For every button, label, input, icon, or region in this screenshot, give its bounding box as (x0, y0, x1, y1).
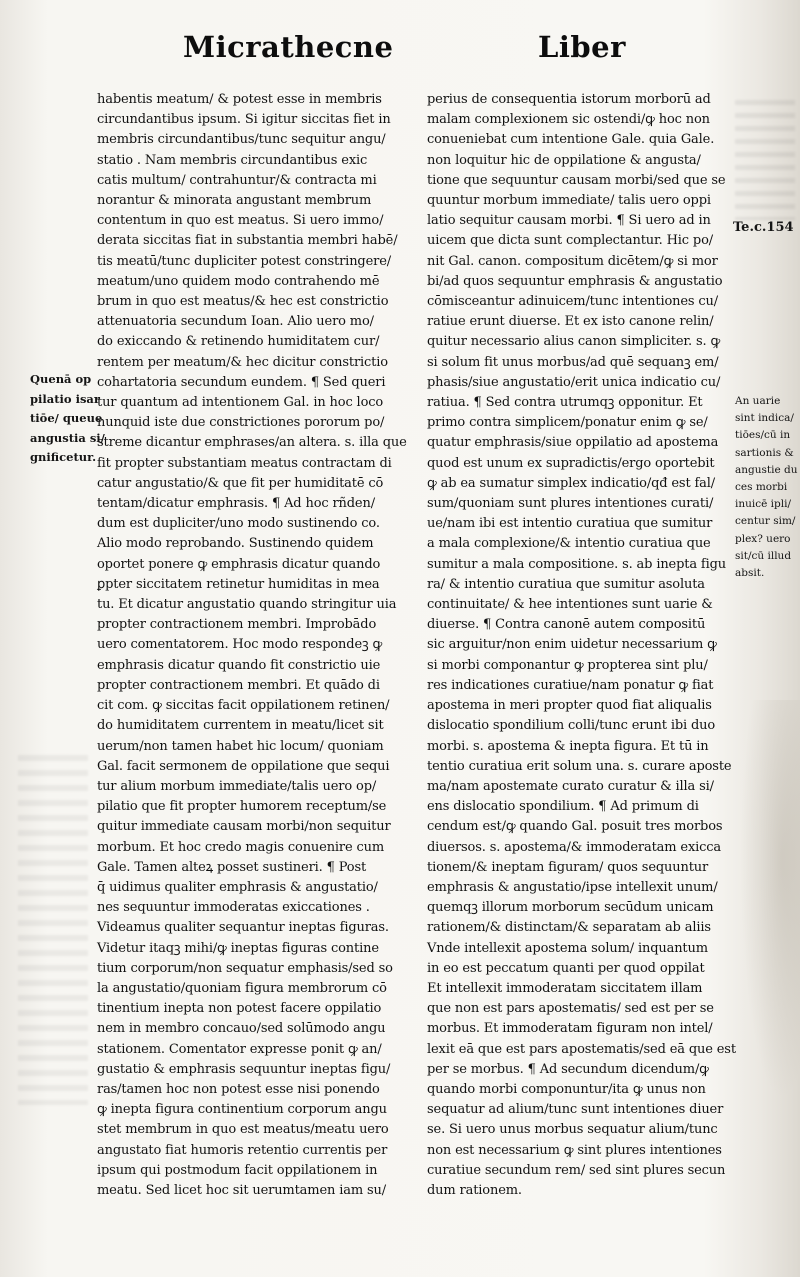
text-line: morbi. s. apostema & inepta figura. Et tū in (427, 738, 709, 754)
text-line: bi/ad quos sequuntur emphrasis & angustatio (427, 273, 723, 289)
left-text-column (97, 90, 415, 1198)
text-line: Gale. Tamen alteꝝ posset sustineri. ¶ Post (97, 859, 367, 875)
text-line: quitur immediate causam morbi/non sequitur (97, 819, 391, 835)
text-line: catur angustatio/& que fit per humiditatē cō (97, 475, 384, 491)
text-line: cōmisceantur adinuicem/tunc intentiones cu/ (427, 294, 718, 310)
text-line: contentum in quo est meatus. Si uero immo/ (97, 213, 384, 229)
text-line: uicem que dicta sunt complectantur. Hic po/ (427, 233, 713, 249)
margin-note-line: sartionis & (735, 446, 794, 459)
margin-note-line: Quenā op (30, 372, 92, 386)
text-line: tis meatū/tunc dupliciter potest constringere/ (97, 253, 391, 269)
text-line: meatu. Sed licet hoc sit uerumtamen iam su/ (97, 1182, 386, 1198)
text-line: dislocatio spondilium colli/tunc erunt ibi duo (427, 718, 716, 734)
text-line: statio . Nam membris circundantibus exic (97, 152, 368, 168)
margin-note-line: sint indica/ (735, 412, 794, 425)
text-line: per se morbus. ¶ Ad secundum dicendum/ꝙ (427, 1061, 709, 1077)
text-line: circundantibus ipsum. Si igitur siccitas fiet in (97, 112, 391, 128)
text-line: tione que sequuntur causam morbi/sed que se (427, 172, 726, 188)
text-line: sic arguitur/non enim uidetur necessarium ꝙ (427, 637, 717, 653)
text-line: ꝑpter siccitatem retinetur humiditas in mea (97, 576, 380, 592)
text-line: meatum/uno quidem modo contrahendo mē (97, 273, 380, 289)
text-line: ꝙ ab ea sumatur simplex indicatio/qđ est fal/ (427, 475, 716, 491)
text-line: ma/nam apostemate curato curatur & illa si/ (427, 778, 714, 794)
margin-note-line: inuicē ipli/ (735, 498, 792, 511)
text-line: sumitur a mala compositione. s. ab inepta figu (427, 556, 726, 572)
text-line: Videtur itaqꝫ mihi/ꝙ ineptas figuras contine (97, 940, 379, 956)
text-line: Vnde intellexit apostema solum/ inquantum (427, 940, 708, 956)
margin-note-line: gnificetur. (30, 450, 97, 464)
text-line: res indicationes curatiue/nam ponatur ꝙ fiat (427, 677, 714, 693)
text-line: tinentium inepta non potest facere oppilatio (97, 1001, 382, 1017)
text-line: phasis/siue angustatio/erit unica indicatio cu/ (427, 374, 721, 390)
text-line: brum in quo est meatus/& hec est constrictio (97, 294, 389, 310)
text-line: oportet ponere ꝙ emphrasis dicatur quando (97, 556, 381, 572)
margin-note-line: ces morbi (735, 481, 788, 494)
text-line: dum rationem. (427, 1182, 522, 1198)
text-line: norantur & minorata angustant membrum (97, 193, 372, 209)
text-line: tionem/& ineptam figuram/ quos sequuntur (427, 859, 709, 875)
text-line: sum/quoniam sunt plures intentiones curati/ (427, 496, 714, 512)
text-line: stationem. Comentator expresse ponit ꝙ an/ (97, 1041, 382, 1057)
text-line: latio sequitur causam morbi. ¶ Si uero ad in (427, 213, 711, 229)
text-line: non loquitur hic de oppilatione & angusta/ (427, 152, 701, 168)
text-line: Gal. facit sermonem de oppilatione que sequi (97, 758, 390, 774)
text-line: habentis meatum/ & potest esse in membris (97, 92, 382, 107)
margin-note-line: tiōe/ queue (30, 411, 103, 425)
text-line: conueniebat cum intentione Gale. quia Gale. (427, 132, 715, 148)
text-line: apostema in meri propter quod fiat aliqualis (427, 698, 712, 714)
text-line: cendum est/ꝙ quando Gal. posuit tres morbos (427, 819, 723, 835)
margin-note-line: angustia si/ (30, 430, 105, 445)
text-line: dum est dupliciter/uno modo sustinendo co. (97, 516, 380, 532)
text-line: propter contractionem membri. Improbādo (97, 617, 377, 633)
text-line: nes sequuntur immoderatas exiccationes . (97, 900, 370, 916)
text-line: membris circundantibus/tunc sequitur angu/ (97, 132, 386, 148)
right-margin-reference: Te.c.154 (733, 220, 794, 235)
text-line: sequatur ad alium/tunc sunt intentiones diuer (427, 1102, 724, 1118)
margin-note-line: absit. (735, 567, 765, 580)
margin-note-line: plex? uero (735, 532, 791, 545)
right-margin-gloss (735, 393, 798, 582)
text-line: Alio modo reprobando. Sustinendo quidem (97, 536, 374, 552)
text-line: ra/ & intentio curatiua que sumitur asoluta (427, 576, 705, 592)
text-line: ratiua. ¶ Sed contra utrumqꝫ opponitur. Et (427, 395, 703, 411)
text-line: do humiditatem currentem in meatu/licet sit (97, 718, 384, 734)
text-line: tentio curatiua erit solum una. s. curare aposte (427, 758, 732, 774)
text-line: fit propter substantiam meatus contractam di (97, 455, 392, 471)
text-line: emphrasis & angustatio/ipse intellexit unum/ (427, 879, 718, 895)
text-line: ꝙ inepta figura continentium corporum angu (97, 1102, 387, 1118)
text-line: tur quantum ad intentionem Gal. in hoc loco (97, 395, 384, 411)
right-text-column (427, 90, 743, 1198)
text-line: quatur emphrasis/siue oppilatio ad apostema (427, 435, 719, 451)
text-line: do exiccando & retinendo humiditatem cur/ (97, 334, 380, 350)
text-line: tur alium morbum immediate/talis uero op/ (97, 778, 377, 794)
text-line: tium corporum/non sequatur emphasis/sed so (97, 960, 393, 976)
text-line: a mala complexione/& intentio curatiua que (427, 536, 711, 552)
text-line: nunquid iste due constrictiones pororum po/ (97, 415, 385, 431)
text-line: uerum/non tamen habet hic locum/ quoniam (97, 738, 384, 754)
text-line: Videamus qualiter sequantur ineptas figuras. (97, 920, 389, 936)
text-line: quuntur morbum immediate/ talis uero oppi (427, 193, 711, 209)
text-line: ipsum qui postmodum facit oppilationem in (97, 1162, 378, 1178)
text-line: continuitate/ & hee intentiones sunt uarie & (427, 597, 713, 613)
running-head-right: Liber (538, 30, 626, 64)
text-line: diuersos. s. apostema/& immoderatam exicca (427, 839, 722, 855)
running-head-left: Micrathecne (183, 30, 394, 64)
margin-note-line: pilatio isar (30, 391, 100, 406)
show-through-text-left (18, 755, 88, 1105)
text-line: in eo est peccatum quanti per quod oppilat (427, 960, 705, 976)
text-line: uero comentatorem. Hoc modo respondeꝫ ꝙ (97, 637, 383, 653)
text-line: ue/nam ibi est intentio curatiua que sumitur (427, 516, 713, 532)
margin-note-line: angustie du (735, 463, 798, 476)
text-line: ens dislocatio spondilium. ¶ Ad primum di (427, 799, 699, 815)
text-line: curatiue secundum rem/ sed sint plures secun (427, 1162, 726, 1178)
text-line: propter contractionem membri. Et quādo di (97, 677, 380, 693)
show-through-text-right (735, 100, 795, 220)
text-line: q̄ uidimus qualiter emphrasis & angustatio/ (97, 879, 378, 895)
text-line: se. Si uero unus morbus sequatur alium/tunc (427, 1122, 718, 1138)
text-line: malam complexionem sic ostendi/ꝙ hoc non (427, 112, 710, 128)
text-line: que non est pars apostematis/ sed est per se (427, 1001, 714, 1017)
text-line: morbus. Et immoderatam figuram non intel/ (427, 1021, 713, 1037)
paper-stain (740, 700, 800, 1100)
text-line: diuerse. ¶ Contra canonē autem compositū (427, 617, 706, 633)
text-line: gustatio & emphrasis sequuntur ineptas figu/ (97, 1061, 391, 1077)
text-line: nit Gal. canon. compositum dicētem/ꝙ si mor (427, 253, 718, 269)
text-line: rationem/& distinctam/& separatam ab aliis (427, 920, 711, 936)
text-line: cit com. ꝙ siccitas facit oppilationem retinen/ (97, 698, 390, 714)
text-line: rentem per meatum/& hec dicitur constrictio (97, 354, 388, 370)
margin-note-line: sit/cū illud (735, 549, 792, 562)
margin-note-line: An uarie (735, 395, 781, 407)
text-line: quemqꝫ illorum morborum secūdum unicam (427, 900, 714, 916)
text-line: derata siccitas fiat in substantia membri habē/ (97, 233, 398, 249)
margin-note-line: tiōes/cū in (735, 429, 791, 442)
text-line: quod est unum ex supradictis/ergo oportebit (427, 455, 715, 471)
text-line: Et intellexit immoderatam siccitatem illam (427, 980, 703, 996)
text-line: tu. Et dicatur angustatio quando stringitur uia (97, 597, 397, 613)
text-line: pilatio que fit propter humorem receptum/se (97, 799, 387, 815)
text-line: attenuatoria secundum Ioan. Alio uero mo/ (97, 314, 374, 330)
text-line: non est necessarium ꝙ sint plures intentiones (427, 1142, 722, 1158)
text-line: streme dicantur emphrases/an altera. s. illa que (97, 435, 407, 451)
left-margin-gloss (30, 370, 105, 468)
text-line: si solum fit unus morbus/ad quē sequanꝫ em/ (427, 354, 719, 370)
text-line: quando morbi componuntur/ita ꝙ unus non (427, 1081, 706, 1097)
text-line: ras/tamen hoc non potest esse nisi ponendo (97, 1081, 380, 1097)
text-line: tentam/dicatur emphrasis. ¶ Ad hoc rñden/ (97, 496, 375, 512)
text-line: lexit eā que est pars apostematis/sed eā que est (427, 1041, 736, 1057)
text-line: angustato fiat humoris retentio currentis per (97, 1142, 388, 1158)
text-line: quitur necessario alius canon simpliciter. s. ꝙ (427, 334, 721, 350)
text-line: perius de consequentia istorum morborū ad (427, 92, 711, 107)
text-line: catis multum/ contrahuntur/& contracta mi (97, 172, 377, 188)
text-line: nem in membro concauo/sed solūmodo angu (97, 1021, 386, 1037)
text-line: la angustatio/quoniam figura membrorum cō (97, 980, 387, 996)
margin-note-line: centur sim/ (735, 515, 796, 528)
text-line: morbum. Et hoc credo magis conuenire cum (97, 839, 385, 855)
text-line: cohartatoria secundum eundem. ¶ Sed queri (97, 374, 386, 390)
text-line: primo contra simplicem/ponatur enim ꝙ se/ (427, 415, 708, 431)
text-line: si morbi componantur ꝙ propterea sint plu/ (427, 657, 708, 673)
text-line: stet membrum in quo est meatus/meatu uero (97, 1122, 389, 1138)
text-line: emphrasis dicatur quando fit constrictio uie (97, 657, 381, 673)
text-line: ratiue erunt diuerse. Et ex isto canone relin/ (427, 314, 714, 330)
